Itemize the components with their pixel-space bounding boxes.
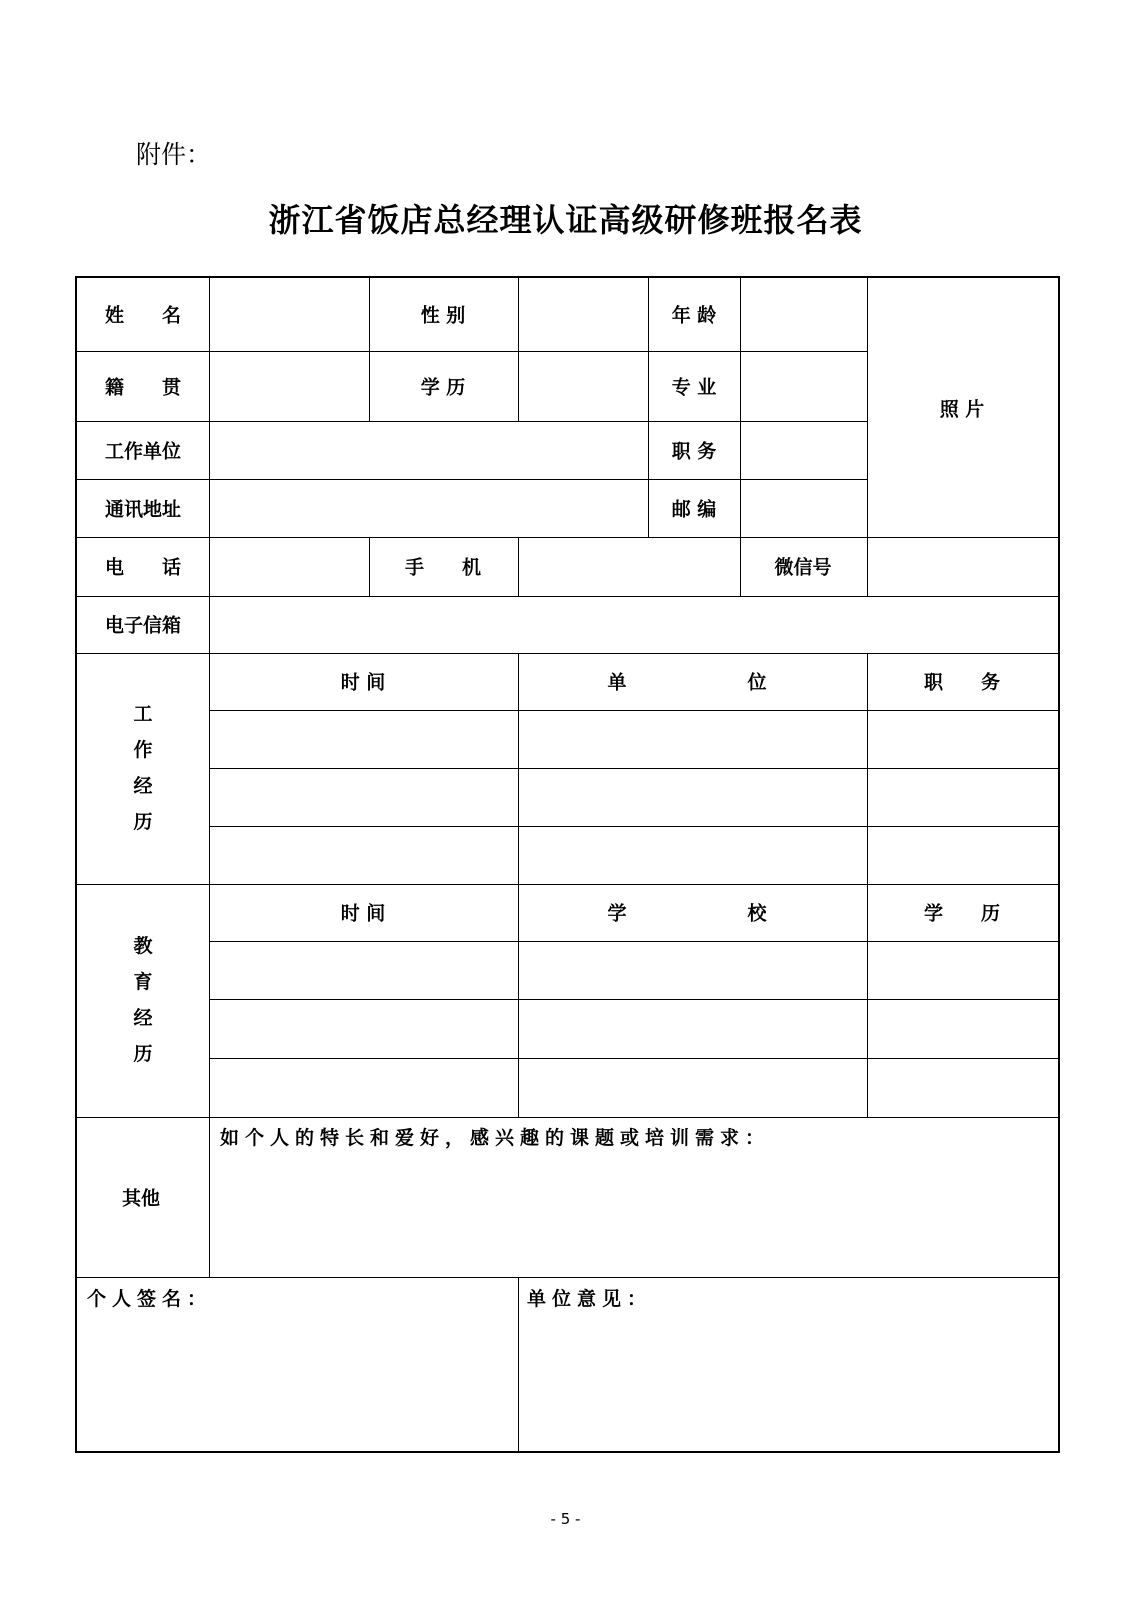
education-history-row[interactable]	[210, 1059, 1058, 1117]
work-position-header: 职 务	[923, 671, 1001, 694]
major-field[interactable]	[741, 352, 867, 421]
education-label: 学 历	[420, 376, 466, 399]
wechat-label: 微信号	[774, 556, 832, 579]
hometown-field[interactable]	[210, 352, 369, 421]
phone-field[interactable]	[210, 538, 369, 596]
edu-degree-header: 学 历	[923, 902, 1001, 925]
work-history-row[interactable]	[210, 711, 1058, 768]
other-prompt: 如个人的特长和爱好，感兴趣的课题或培训需求：	[220, 1127, 771, 1149]
page-number: - 5 -	[550, 1510, 581, 1528]
edu-label-char: 历	[133, 1043, 153, 1065]
name-label: 姓 名	[104, 304, 182, 327]
gender-label: 性 别	[420, 304, 466, 327]
work-unit-header-a: 单	[607, 671, 627, 694]
edu-time-header: 时 间	[340, 902, 386, 925]
personal-signature-label: 个人签名：	[87, 1288, 213, 1310]
education-history-row[interactable]	[210, 942, 1058, 999]
email-label: 电子信箱	[104, 614, 182, 637]
registration-form	[75, 276, 1060, 1453]
age-label: 年 龄	[671, 304, 717, 327]
work-unit-header-b: 位	[747, 671, 767, 694]
form-title: 浙江省饭店总经理认证高级研修班报名表	[268, 201, 863, 239]
employer-field[interactable]	[210, 422, 648, 479]
wechat-field[interactable]	[868, 538, 1058, 596]
postcode-field[interactable]	[741, 480, 867, 537]
education-history-row[interactable]	[210, 1000, 1058, 1058]
phone-label: 电 话	[104, 556, 182, 579]
employer-label: 工作单位	[104, 440, 182, 463]
mobile-field[interactable]	[519, 538, 740, 596]
edu-school-header-a: 学	[607, 902, 627, 925]
work-time-header: 时 间	[340, 671, 386, 694]
position-field[interactable]	[741, 422, 867, 479]
gender-field[interactable]	[519, 278, 648, 351]
edu-label-char: 经	[133, 1007, 153, 1029]
other-label: 其他	[121, 1187, 161, 1210]
edu-school-header-b: 校	[747, 902, 767, 925]
work-label-char: 历	[133, 811, 153, 833]
attachment-label: 附件：	[136, 140, 212, 169]
edu-label-char: 教	[133, 935, 153, 957]
work-label-char: 作	[133, 739, 153, 761]
edu-label-char: 育	[133, 971, 153, 993]
position-label: 职 务	[671, 440, 717, 463]
major-label: 专 业	[671, 376, 717, 399]
age-field[interactable]	[741, 278, 867, 351]
work-history-row[interactable]	[210, 827, 1058, 884]
photo-label: 照 片	[939, 398, 985, 421]
mobile-label: 手 机	[404, 556, 482, 579]
address-field[interactable]	[210, 480, 648, 537]
name-field[interactable]	[210, 278, 369, 351]
education-field[interactable]	[519, 352, 648, 421]
work-label-char: 工	[133, 703, 153, 725]
unit-opinion-label: 单位意见：	[527, 1288, 653, 1310]
address-label: 通讯地址	[104, 498, 182, 521]
email-field[interactable]	[210, 597, 1058, 653]
work-history-row[interactable]	[210, 769, 1058, 826]
work-label-char: 经	[133, 775, 153, 797]
postcode-label: 邮 编	[671, 498, 717, 521]
hometown-label: 籍 贯	[104, 376, 182, 399]
